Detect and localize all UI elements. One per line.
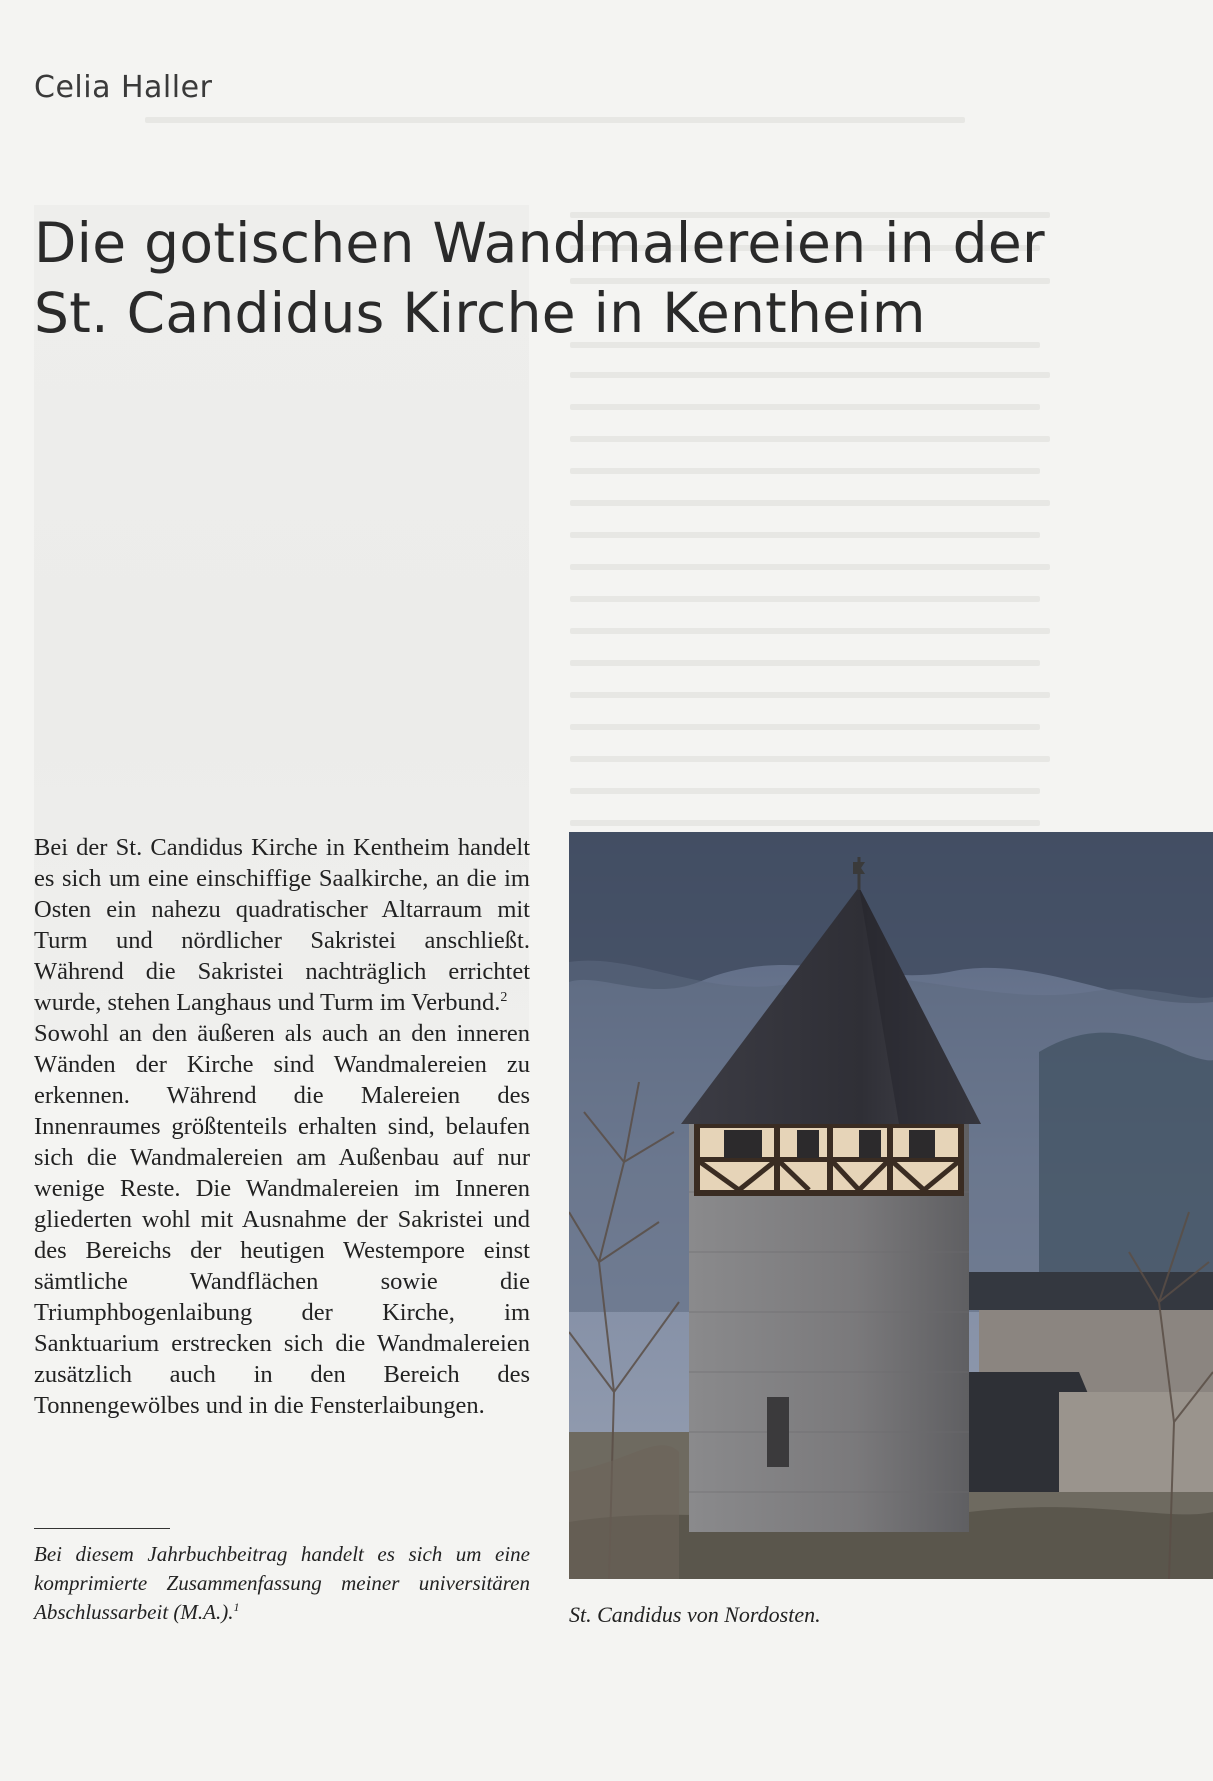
endnote-ref-2[interactable]: 2 — [500, 989, 508, 1005]
footnote-divider — [34, 1528, 170, 1529]
article-title — [34, 208, 1154, 348]
figure-caption: St. Candidus von Nordosten. — [569, 1602, 821, 1627]
body-paragraph-1: Bei der St. Candidus Kirche in Kentheim handelt es sich um eine einschiffige Saalkirche, an die im Osten ein nahezu quadratischer Altarraum mit Turm und nördlicher Sakristei anschließt. Während die Sakristei nachträglich errichtet wurde, stehen Langhaus und Turm im Verbund.$^2$ — [34, 834, 530, 1016]
body-paragraph-2: Sowohl an den äußeren als auch an den inneren Wänden der Kirche sind Wandmalereien zu erkennen. Während die Malereien des Innenraumes größtenteils erhalten sind, belaufen sich die Wandmalereien am Außenbau auf nur wenige Reste. Die Wandmalereien im Inneren gliederten wohl mit Ausnahme der Sakristei und des Bereichs der heutigen Westempore einst sämtliche Wandflächen sowie die Triumphbogenlaibung der Kirche, im Sanktuarium erstrecken sich die Wandmalereien zusätzlich auch in den Bereich des Tonnengewölbes und in die Fensterlaibungen. — [34, 1020, 530, 1419]
church-tower-photo-icon — [569, 832, 1213, 1579]
author-name: Celia Haller — [34, 70, 213, 105]
article-title-line-2: St. Candidus Kirche in Kentheim — [34, 281, 926, 345]
footnote: Bei diesem Jahrbuchbeitrag handelt es sich um eine komprimierte Zusammenfassung meiner universitären Abschlussarbeit (M.A.).$^1$ — [34, 1542, 530, 1624]
church-photo — [569, 832, 1213, 1579]
article-title-line-1: Die gotischen Wandmalereien in der — [34, 211, 1045, 275]
article-body — [34, 832, 530, 1421]
endnote-ref-1[interactable]: 1 — [233, 1600, 240, 1614]
